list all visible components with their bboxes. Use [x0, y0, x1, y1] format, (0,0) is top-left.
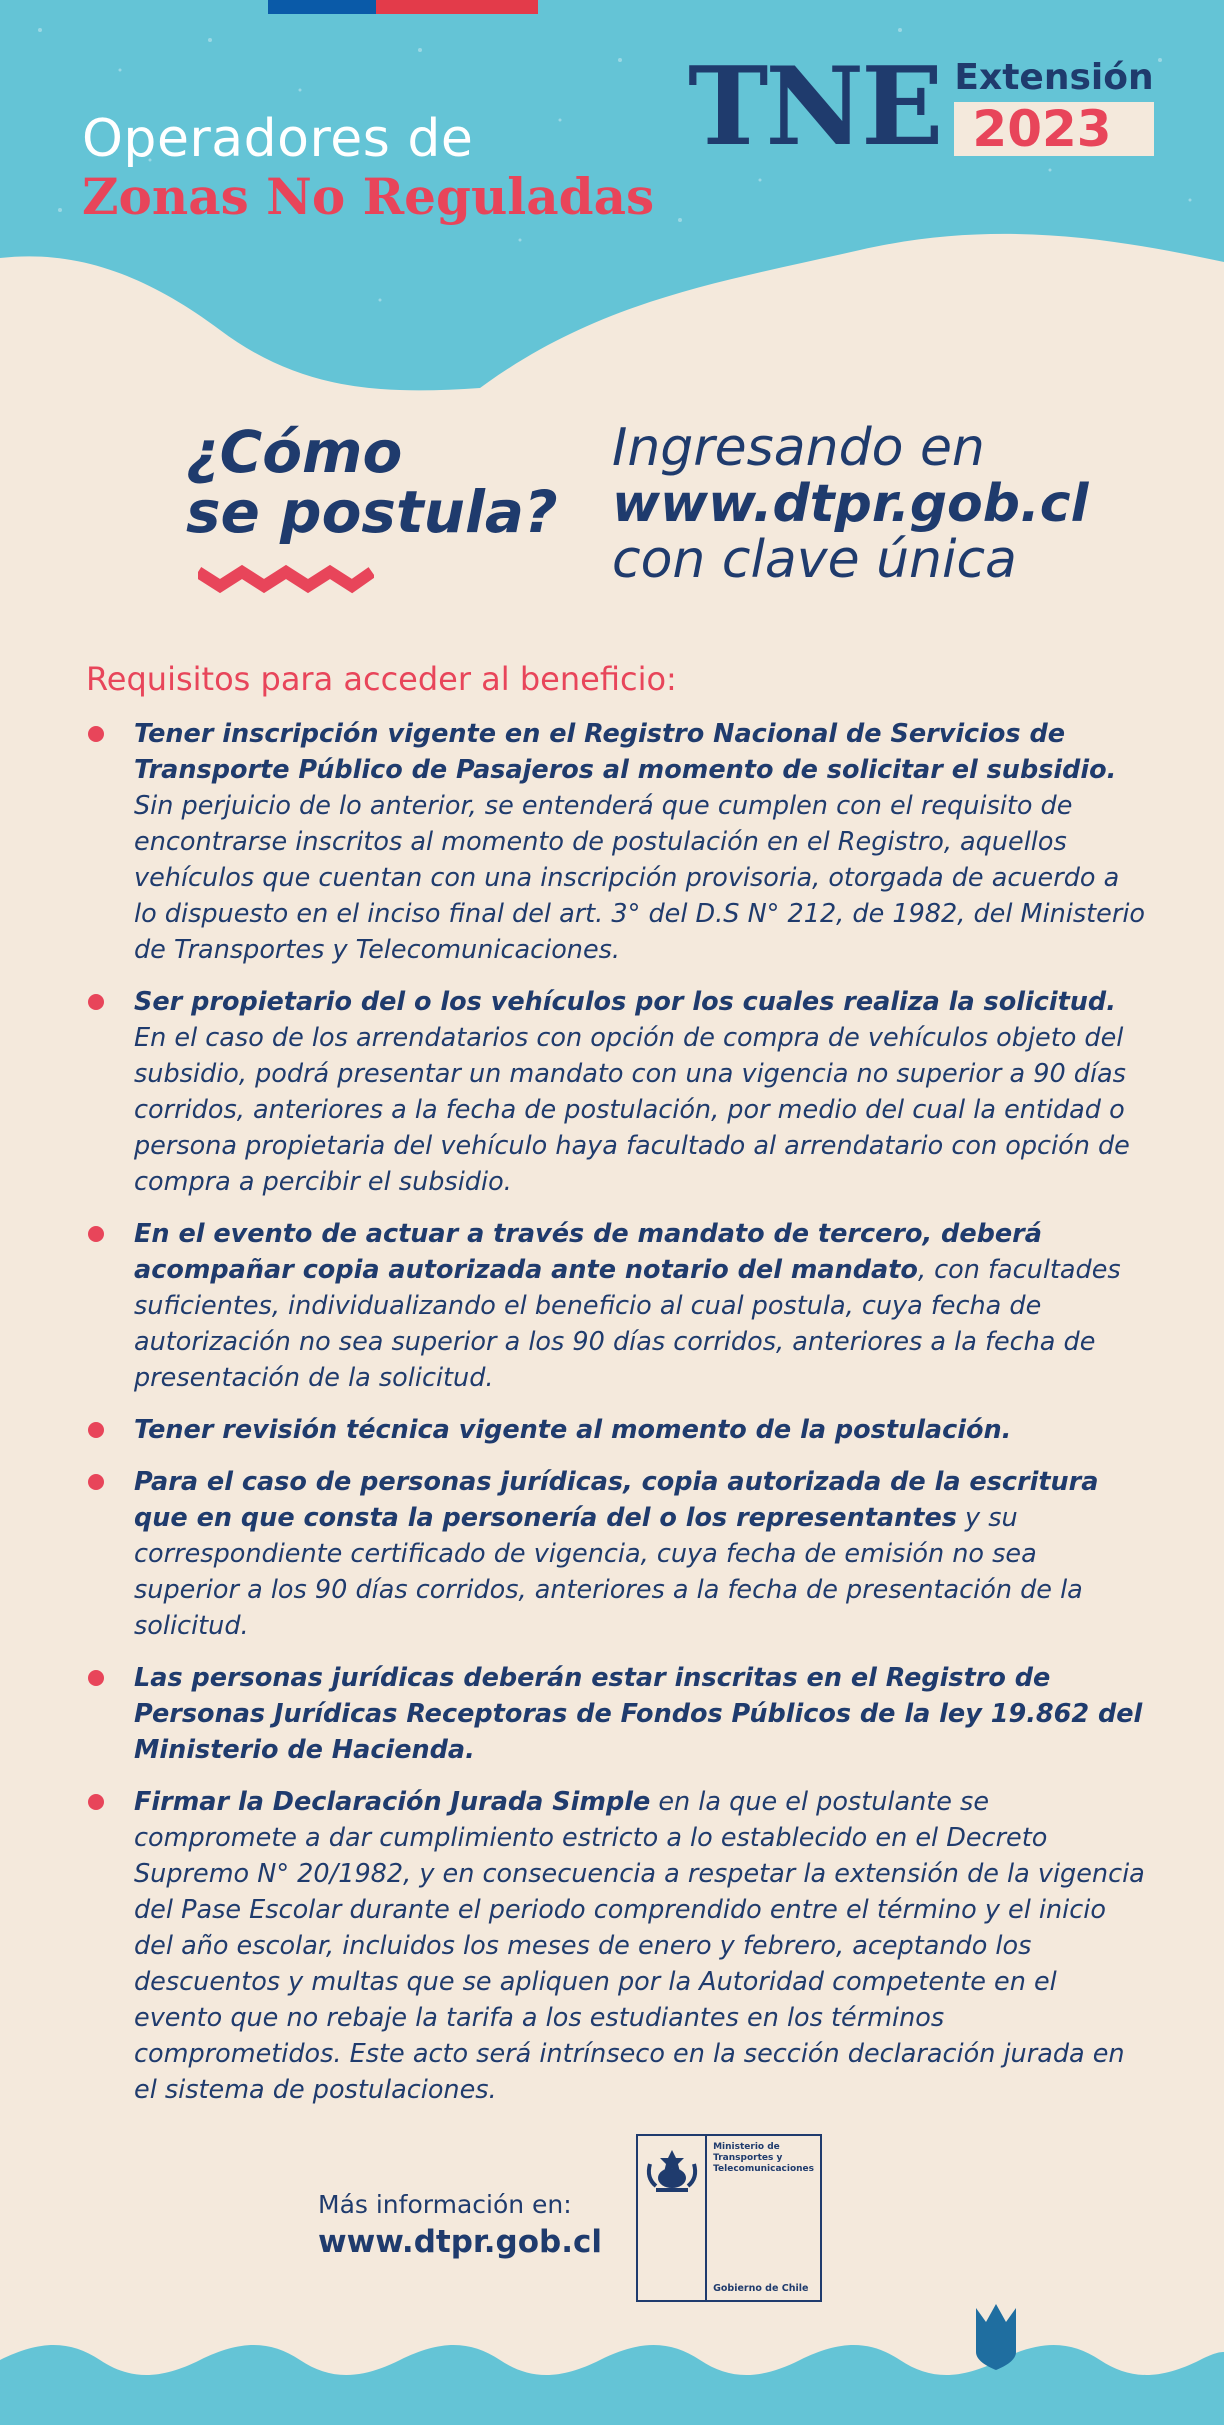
requirement-item: Las personas jurídicas deberán estar inscritas en el Registro de Personas Jurídicas Receptoras de Fondos Públicos de la ley 19.862 del Ministerio de Hacienda. — [86, 1660, 1148, 1768]
operators-heading — [82, 110, 654, 226]
question-line1: ¿Cómo — [186, 418, 403, 486]
tne-brand: TNE — [688, 44, 941, 170]
more-info-link[interactable]: www.dtpr.gob.cl — [318, 2224, 603, 2260]
year-badge: 2023 — [954, 102, 1153, 156]
requirement-item: Ser propietario del o los vehículos por los cuales realiza la solicitud. En el caso de los arrendatarios con opción de compra de vehículos objeto del subsidio, podrá presentar un mandato con una vigencia no superior a 90 días corridos, anteriores a la fecha de postulación, por medio del cual la entidad o persona propietaria del vehículo haya facultado al arrendatario con opción de compra a percibir el subsidio. — [86, 984, 1148, 1200]
government-logo — [636, 2134, 822, 2302]
bullet-dot-icon — [88, 1226, 104, 1242]
requirement-item: Para el caso de personas jurídicas, copia autorizada de la escritura que en que consta la personería del o los representantes y su correspondiente certificado de vigencia, cuya fecha de emisión no sea superior a los 90 días corridos, anteriores a la fecha de presentación de la solicitud. — [86, 1464, 1148, 1644]
how-to-apply-question — [186, 418, 558, 546]
zigzag-decoration — [198, 564, 374, 594]
flag-color-bar — [268, 0, 538, 14]
requirement-item: Tener inscripción vigente en el Registro Nacional de Servicios de Transporte Público de Pasajeros al momento de solicitar el subsidio. Sin perjuicio de lo anterior, se entenderá que cumplen con el requisito de encontrarse inscritos al momento de postulación en el Registro, aquellos vehículos que cuentan con una inscripción provisoria, otorgada de acuerdo a lo dispuesto en el inciso final del art. 3° del D.S N° 212, de 1982, del Ministerio de Transportes y Telecomunicaciones. — [86, 716, 1148, 968]
bullet-dot-icon — [88, 1474, 104, 1490]
operators-line1: Operadores de — [82, 109, 474, 169]
bullet-dot-icon — [88, 994, 104, 1010]
bullet-dot-icon — [88, 726, 104, 742]
bullet-dot-icon — [88, 1794, 104, 1810]
government-name: Gobierno de Chile — [713, 2283, 809, 2294]
answer-line1: Ingresando en — [612, 418, 985, 478]
operators-line2: Zonas No Reguladas — [82, 167, 655, 226]
bullet-dot-icon — [88, 1670, 104, 1686]
answer-line3: con clave única — [612, 530, 1017, 590]
extension-label: Extensión — [954, 57, 1154, 98]
tne-logo — [688, 44, 1154, 170]
more-info-block — [318, 2188, 602, 2262]
ministry-name: Ministerio de Transportes y Telecomunicaciones — [713, 2142, 814, 2174]
requirements-title: Requisitos para acceder al beneficio: — [86, 660, 677, 698]
requirement-item: En el evento de actuar a través de mandato de tercero, deberá acompañar copia autorizada ante notario del mandato, con facultades suficientes, individualizando el beneficio al cual postula, cuya fecha de autorización no sea superior a los 90 días corridos, anteriores a la fecha de presentación de la solicitud. — [86, 1216, 1148, 1396]
how-to-apply-answer — [612, 420, 1088, 588]
requirement-item: Tener revisión técnica vigente al momento de la postulación. — [86, 1412, 1148, 1448]
header-banner — [0, 0, 1224, 400]
apply-url-link[interactable]: www.dtpr.gob.cl — [612, 474, 1089, 534]
crown-icon — [976, 2304, 1016, 2370]
bullet-dot-icon — [88, 1422, 104, 1438]
requirement-item: Firmar la Declaración Jurada Simple en la que el postulante se compromete a dar cumplimiento estricto a lo establecido en el Decreto Supremo N° 20/1982, y en consecuencia a respetar la extensión de la vigencia del Pase Escolar durante el periodo comprendido entre el término y el inicio del año escolar, incluidos los meses de enero y febrero, aceptando los descuentos y multas que se apliquen por la Autoridad competente en el evento que no rebaje la tarifa a los estudiantes en los términos comprometidos. Este acto será intrínseco en la sección declaración jurada en el sistema de postulaciones. — [86, 1784, 1148, 2108]
requirements-list — [86, 716, 1148, 2124]
more-info-label: Más información en: — [318, 2190, 572, 2219]
question-line2: se postula? — [186, 478, 558, 546]
bottom-wave — [0, 2300, 1224, 2425]
coat-of-arms-icon — [642, 2144, 702, 2194]
